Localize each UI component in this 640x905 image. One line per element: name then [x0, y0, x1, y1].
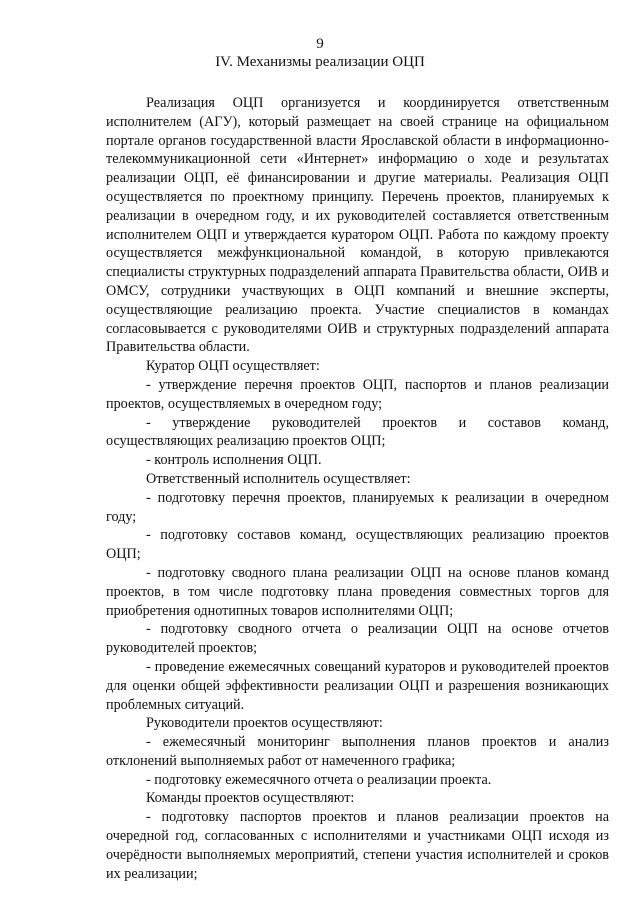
paragraph-executor-heading: Ответственный исполнитель осуществляет: — [146, 470, 411, 487]
list-item: - подготовку сводного плана реализации ОЦП на основе планов команд проектов, в том числе подготовку плана проведения совместных торгов для приобретения однотипных товаров исполнителями ОЦП; — [106, 564, 609, 619]
section-title: IV. Механизмы реализации ОЦП — [215, 54, 425, 70]
list-item: - подготовку составов команд, осуществляющих реализацию проектов ОЦП; — [106, 527, 609, 563]
list-item: - проведение ежемесячных совещаний кураторов и руководителей проектов для оценки общей эффективности реализации ОЦП и разрешения возникающих проблемных ситуаций. — [106, 658, 609, 713]
paragraph-teams-heading: Команды проектов осуществляют: — [146, 790, 355, 807]
list-item: - контроль исполнения ОЦП. — [146, 452, 322, 469]
paragraph-intro: Реализация ОЦП организуется и координируется ответственным исполнителем (АГУ), который размещает на своей странице на официальном портале органов государственной власти Ярославской области в информационно-телекоммуникационной сети «Интернет» информацию о ходе и результатах реализации ОЦП, её финансировании и другие материалы. Реализация ОЦП осуществляется по проектному принципу. Перечень проектов, планируемых к реализации в очередном году, и их руководителей составляется ответственным исполнителем ОЦП и утверждается куратором ОЦП. Работа по каждому проекту осуществляется межфункциональной командой, в которую привлекаются специалисты структурных подразделений аппарата Правительства области, ОИВ и ОМСУ, сотрудники участвующих в ОЦП компаний и внешние эксперты, осуществляющие реализацию проекта. Участие специалистов в командах согласовывается с руководителями ОИВ и структурных подразделений аппарата Правительства области. — [106, 95, 609, 356]
paragraph-managers-heading: Руководители проектов осуществляют: — [146, 715, 383, 732]
list-item: - утверждение перечня проектов ОЦП, паспортов и планов реализации проектов, осуществляемых в очередном году; — [106, 376, 609, 412]
paragraph-curator-heading: Куратор ОЦП осуществляет: — [146, 358, 320, 375]
list-item: - ежемесячный мониторинг выполнения планов проектов и анализ отклонений выполняемых работ от намеченного графика; — [106, 734, 609, 769]
list-item: - подготовку ежемесячного отчета о реализации проекта. — [146, 771, 492, 788]
list-item: - подготовку паспортов проектов и планов реализации проектов на очередной год, согласованных с исполнителями и участниками ОЦП исходя из очерёдности выполняемых мероприятий, степени участия исполнителей и сроков их реализации; — [106, 809, 609, 882]
list-item: - подготовку перечня проектов, планируемых к реализации в очередном году; — [106, 489, 609, 525]
list-item: - подготовку сводного отчета о реализации ОЦП на основе отчетов руководителей проектов; — [106, 621, 609, 657]
body-text — [106, 94, 609, 883]
list-item: - утверждение руководителей проектов и составов команд, осуществляющих реализацию проектов ОЦП; — [106, 414, 609, 450]
page-number: 9 — [316, 36, 324, 52]
